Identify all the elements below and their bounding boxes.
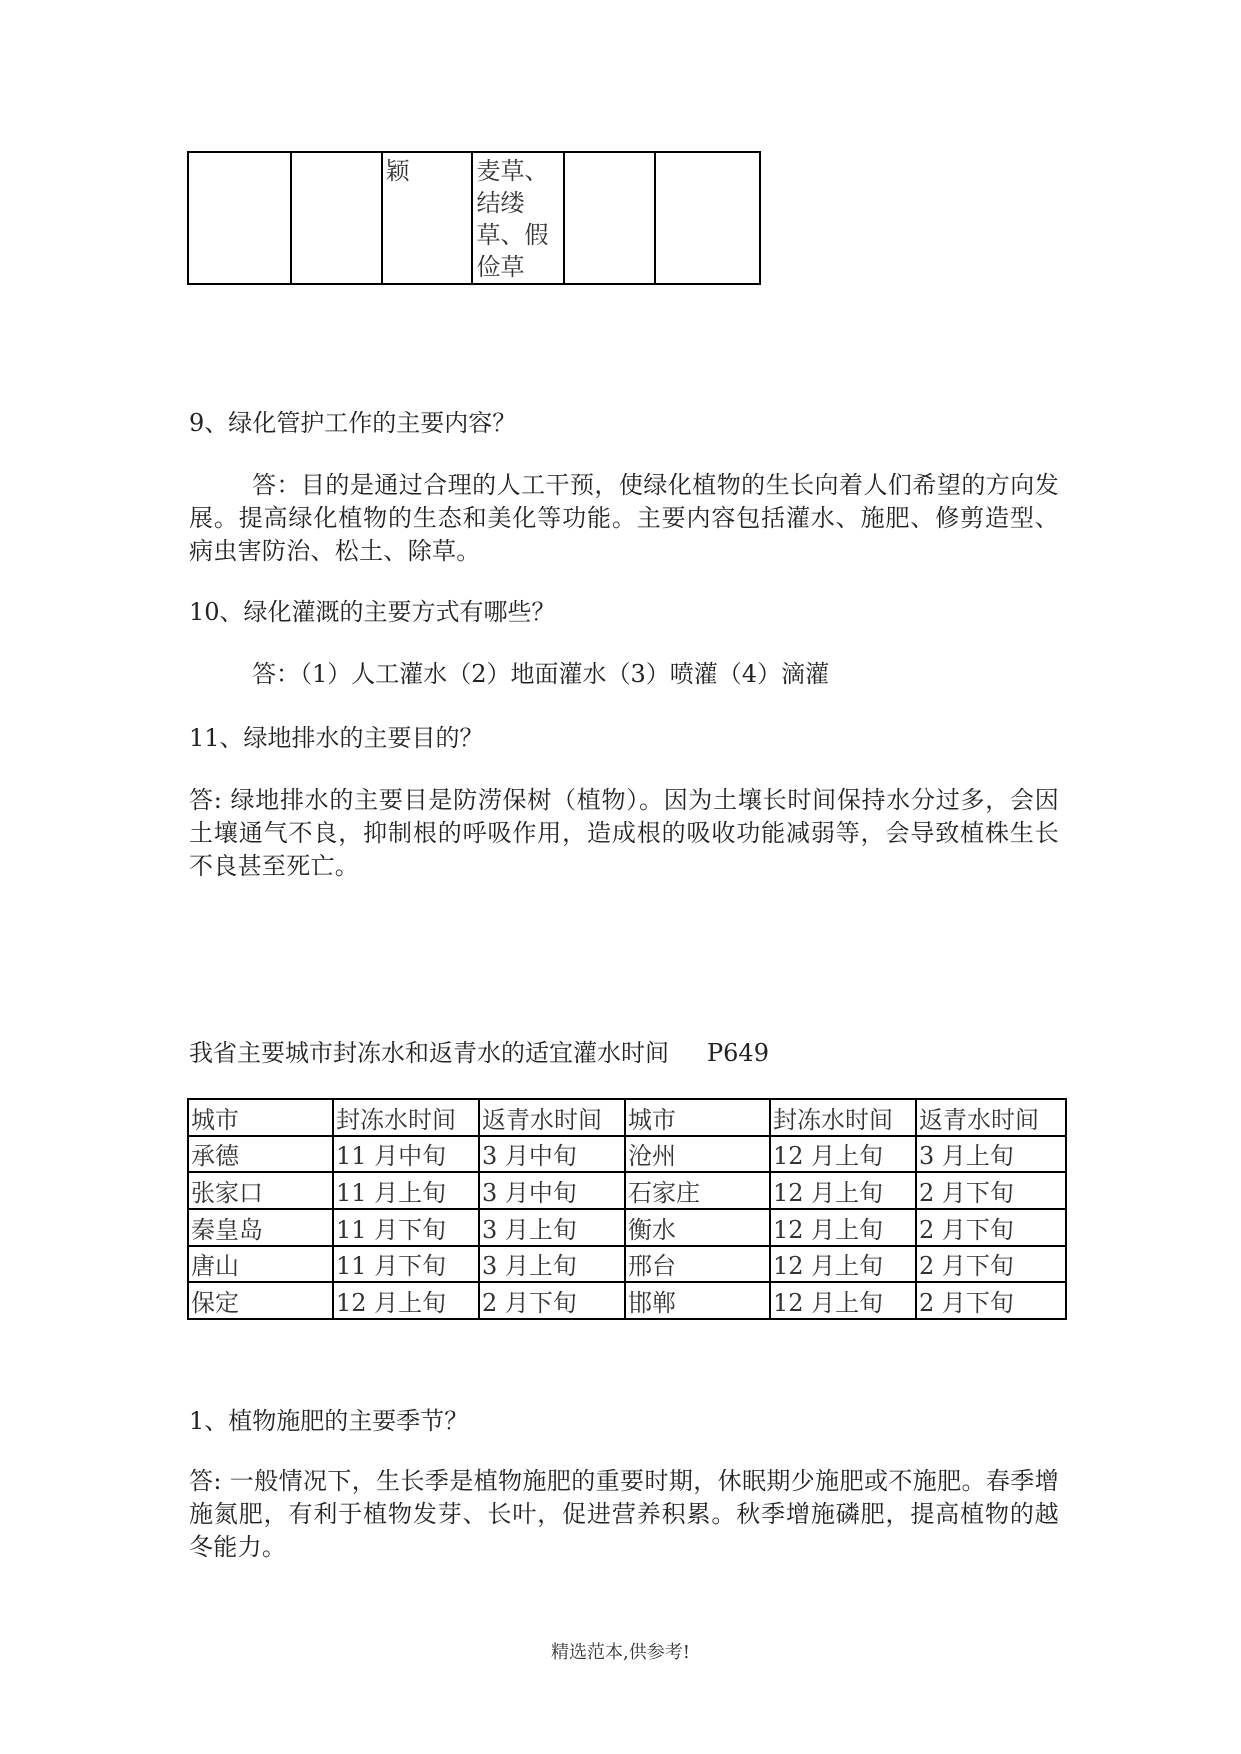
table-cell: 11 月上旬 [333,1172,479,1209]
table-cell: 保定 [188,1282,333,1319]
fragment-table [187,151,761,285]
q11-question: 11、绿地排水的主要目的？ [189,724,484,752]
q10-question: 10、绿化灌溉的主要方式有哪些？ [189,598,556,626]
table-cell: 3 月中旬 [479,1136,625,1173]
table-cell: 2 月下旬 [916,1282,1066,1319]
table-row [188,1172,1066,1209]
table-row [188,1282,1066,1319]
table-row [188,1209,1066,1246]
table-row [188,1136,1066,1173]
q9-answer: 答：目的是通过合理的人工干预，使绿化植物的生长向着人们希望的方向发展。提高绿化植物的生态和美化等功能。主要内容包括灌水、施肥、修剪造型、病虫害防治、松土、除草。 [189,471,1059,565]
q9-question: 9、绿化管护工作的主要内容？ [189,409,517,437]
column-header: 返青水时间 [916,1099,1066,1136]
table-cell [291,152,382,284]
table-cell: 2 月下旬 [916,1172,1066,1209]
table-cell: 颖 [382,152,473,284]
q1-question: 1、植物施肥的主要季节？ [189,1407,469,1435]
page-reference: P649 [707,1039,769,1067]
city-irrigation-table [187,1098,1067,1320]
table-cell: 2 月下旬 [479,1282,625,1319]
table-cell: 石家庄 [625,1172,770,1209]
table-cell: 3 月上旬 [479,1246,625,1283]
table-cell: 11 月中旬 [333,1136,479,1173]
table-cell: 承德 [188,1136,333,1173]
table-cell: 麦草、结缕草、假俭草 [472,152,564,284]
table-cell: 12 月上旬 [770,1172,916,1209]
table-cell [564,152,655,284]
table-row [188,1246,1066,1283]
table-cell: 邯郸 [625,1282,770,1319]
q10-answer: 答：（1）人工灌水（2）地面灌水（3）喷灌（4）滴灌 [252,660,830,688]
table-title: 我省主要城市封冻水和返青水的适宜灌水时间 [189,1039,669,1067]
column-header: 返青水时间 [479,1099,625,1136]
table-cell: 12 月上旬 [770,1136,916,1173]
table-cell: 11 月下旬 [333,1246,479,1283]
table-cell: 秦皇岛 [188,1209,333,1246]
table-cell: 沧州 [625,1136,770,1173]
table-cell [655,152,760,284]
table-cell: 11 月下旬 [333,1209,479,1246]
table-cell: 3 月中旬 [479,1172,625,1209]
table-cell: 3 月上旬 [916,1136,1066,1173]
table-cell: 2 月下旬 [916,1209,1066,1246]
table-cell: 唐山 [188,1246,333,1283]
table-cell: 12 月上旬 [770,1246,916,1283]
table-cell: 12 月上旬 [333,1282,479,1319]
q1-answer: 答: 一般情况下，生长季是植物施肥的重要时期，休眠期少施肥或不施肥。春季增施氮肥，有利于植物发芽、长叶，促进营养积累。秋季增施磷肥，提高植物的越冬能力。 [189,1467,1059,1561]
table-header-row [188,1099,1066,1136]
q11-answer: 答: 绿地排水的主要目是防涝保树（植物）。因为土壤长时间保持水分过多，会因土壤通气不良，抑制根的呼吸作用，造成根的吸收功能减弱等，会导致植株生长不良甚至死亡。 [189,786,1059,880]
table-cell: 张家口 [188,1172,333,1209]
column-header: 封冻水时间 [333,1099,479,1136]
table-cell: 2 月下旬 [916,1246,1066,1283]
table-cell: 12 月上旬 [770,1209,916,1246]
page-footer: 精选范本,供参考! [551,1642,690,1663]
column-header: 城市 [188,1099,333,1136]
column-header: 封冻水时间 [770,1099,916,1136]
column-header: 城市 [625,1099,770,1136]
table-row [188,152,760,284]
table-cell: 衡水 [625,1209,770,1246]
table-cell [188,152,291,284]
table-cell: 12 月上旬 [770,1282,916,1319]
table-cell: 3 月上旬 [479,1209,625,1246]
table-cell: 邢台 [625,1246,770,1283]
table-caption [189,1037,769,1070]
